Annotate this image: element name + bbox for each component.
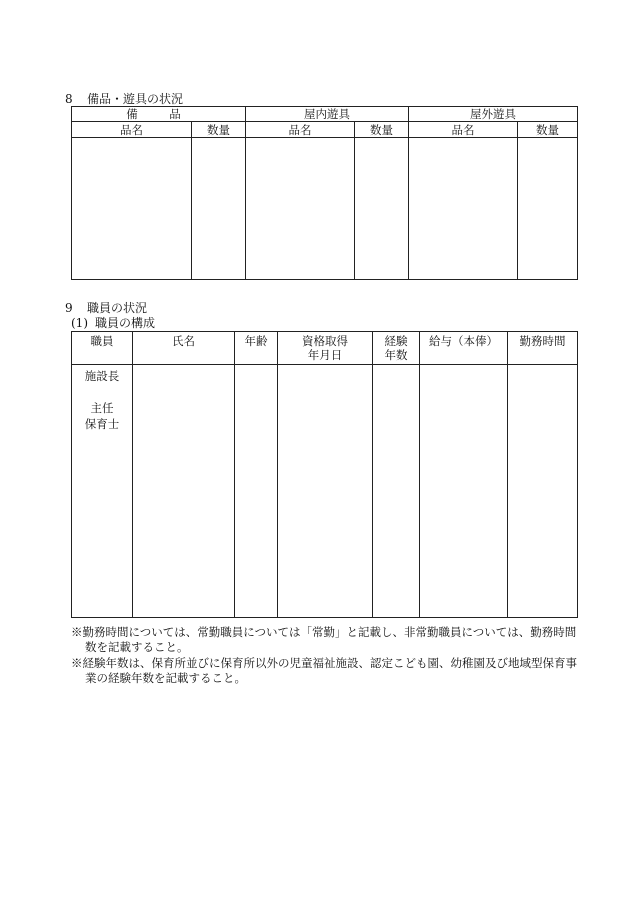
salary-header: 給与（本俸） [420, 332, 508, 365]
indoor-qty-cell[interactable] [355, 138, 409, 280]
role-spacer [72, 384, 132, 400]
role-chief-line2: 保育士 [84, 417, 120, 431]
section-9-number: 9 [65, 301, 73, 315]
equipment-body-row [72, 138, 578, 280]
section-8-heading [65, 90, 183, 107]
working-hours-cell[interactable] [508, 365, 578, 618]
subsection-1-heading [71, 314, 155, 331]
name-cell[interactable] [133, 365, 235, 618]
section-8-title: 備品・遊具の状況 [87, 92, 184, 106]
age-cell[interactable] [235, 365, 278, 618]
outdoor-qty-header: 数量 [518, 122, 578, 138]
note-experience-years: ※経験年数は、保育所並びに保育所以外の児童福祉施設、認定こども園、幼稚園及び地域型保育事業の経験年数を記載すること。 [71, 656, 577, 685]
staff-header-row [72, 332, 578, 365]
equipment-table [71, 106, 578, 280]
group-outdoor-header: 屋外遊具 [409, 107, 578, 122]
staff-table [71, 331, 578, 618]
indoor-name-header: 品名 [246, 122, 355, 138]
role-header: 職員 [72, 332, 133, 365]
qualification-date-header [278, 332, 373, 365]
equipment-qty-cell[interactable] [192, 138, 246, 280]
equipment-group-header-row [72, 107, 578, 122]
role-cell [72, 365, 133, 618]
indoor-qty-header: 数量 [355, 122, 409, 138]
subsection-1-title: 職員の構成 [95, 316, 156, 330]
age-header: 年齢 [235, 332, 278, 365]
group-equipment-header: 備 品 [72, 107, 246, 122]
equipment-name-cell[interactable] [72, 138, 192, 280]
experience-years-header-line2: 年数 [384, 348, 408, 362]
subsection-1-number: (1) [71, 316, 88, 330]
salary-cell[interactable] [420, 365, 508, 618]
indoor-name-cell[interactable] [246, 138, 355, 280]
note-working-hours: ※勤務時間については、常勤職員については「常勤」と記載し、非常勤職員については、勤務時間数を記載すること。 [71, 625, 577, 654]
role-chief-line1: 主任 [90, 401, 114, 415]
experience-years-header-line1: 経験 [384, 334, 408, 348]
equipment-name-header: 品名 [72, 122, 192, 138]
outdoor-qty-cell[interactable] [518, 138, 578, 280]
equipment-qty-header: 数量 [192, 122, 246, 138]
experience-years-header [373, 332, 420, 365]
notes [71, 625, 581, 687]
section-9-title: 職員の状況 [87, 301, 148, 315]
experience-years-cell[interactable] [373, 365, 420, 618]
qualification-date-header-line1: 資格取得 [302, 334, 348, 348]
outdoor-name-cell[interactable] [409, 138, 518, 280]
group-indoor-header: 屋内遊具 [246, 107, 409, 122]
outdoor-name-header: 品名 [409, 122, 518, 138]
equipment-column-header-row [72, 122, 578, 138]
staff-body-row [72, 365, 578, 618]
qualification-date-header-line2: 年月日 [307, 348, 343, 362]
qualification-date-cell[interactable] [278, 365, 373, 618]
role-director: 施設長 [84, 369, 120, 383]
name-header: 氏名 [133, 332, 235, 365]
working-hours-header: 勤務時間 [508, 332, 578, 365]
section-8-number: 8 [65, 92, 73, 106]
